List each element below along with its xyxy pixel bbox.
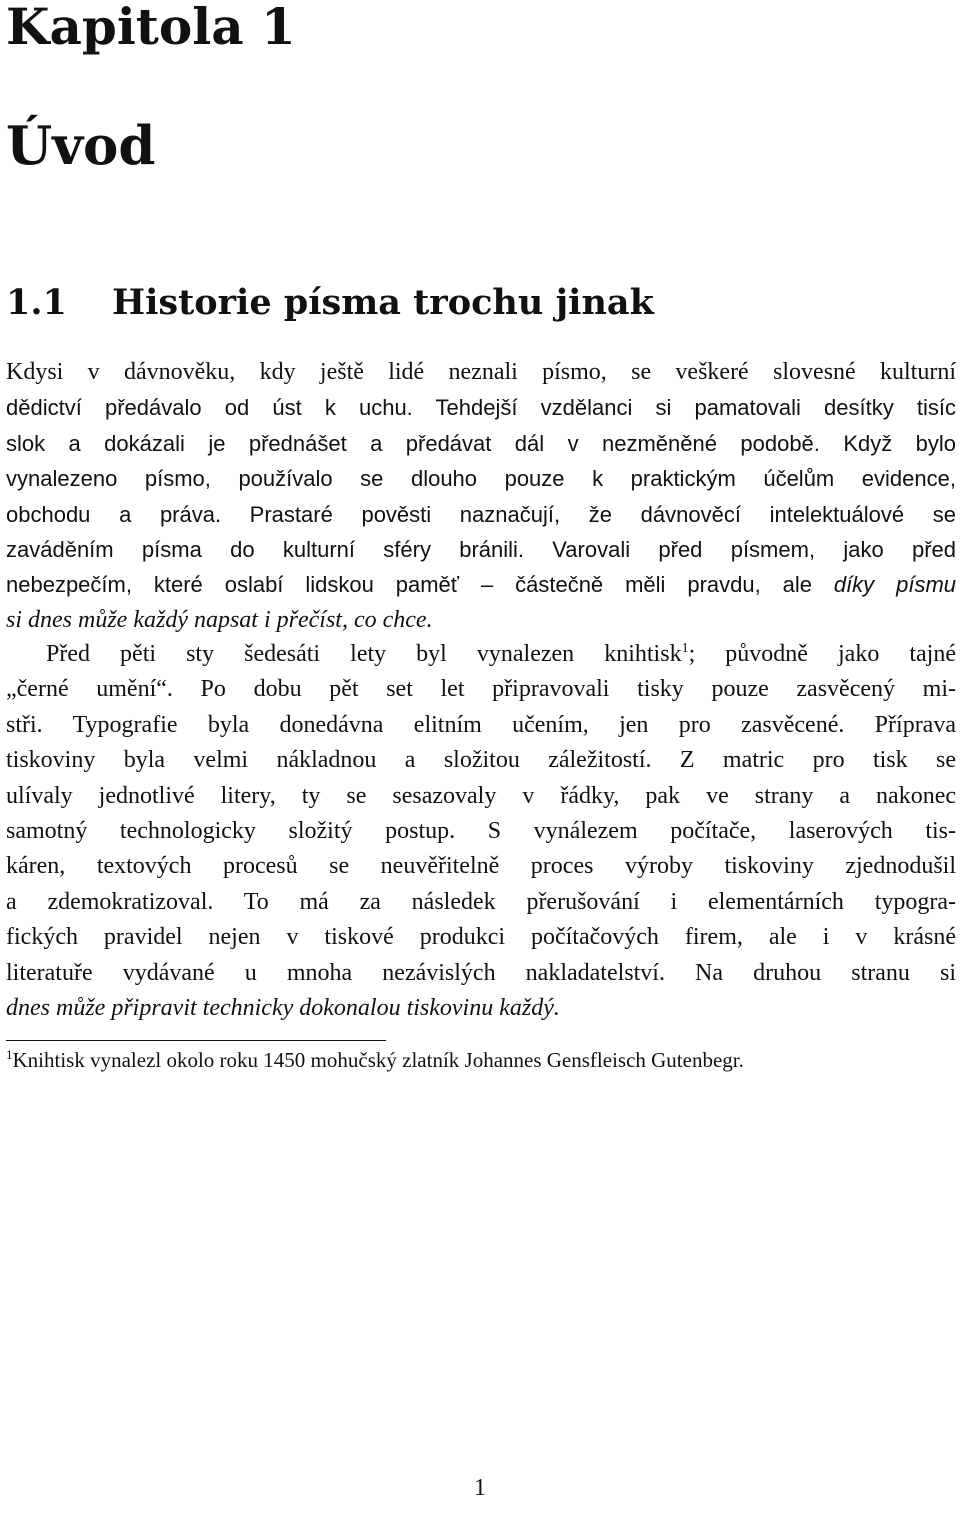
text-line: fických pravidel nejen v tiskové produkci počítačových firem, ale i v krásné [6,924,956,951]
text-run: Prastaré pověsti naznačují, že dávnověcí intelektuálové se [249,501,957,527]
text-line [6,567,956,602]
section-number: 1.1 [6,282,67,323]
text-line [6,637,956,672]
section-heading [6,281,654,325]
text-run: ; původně jako tajné [688,641,956,667]
text-line [6,461,956,496]
text-line: Kdysi v dávnověku, kdy ještě lidé neznali písmo, se veškeré slovesné kulturní [6,359,956,385]
paragraph-2 [6,637,956,1026]
text-line: ulívaly jednotlivé litery, ty se sesazovaly v řádky, pak ve strany a nakonec [6,782,956,809]
text-line: „černé umění“. Po dobu pět set let připravovali tisky pouze zasvěcený mi- [6,676,956,703]
text-line: tiskoviny byla velmi nákladnou a složitou záležitostí. Z matric pro tisk se [6,747,956,774]
text-line: literatuře vydávané u mnoha nezávislých nakladatelství. Na druhou stranu si [6,959,956,986]
text-line: káren, textových procesů se neuvěřitelně proces výroby tiskoviny zjednodušil [6,853,956,880]
text-run: Varovali před písmem, jako před [552,536,957,562]
footnote [6,1045,956,1075]
footnote-mark: 1 [6,1047,13,1062]
text-line: a zdemokratizoval. To má za následek přerušování i elementárních typogra- [6,888,956,915]
text-line [6,532,956,567]
text-line [6,991,956,1026]
chapter-title: Úvod [6,115,156,177]
text-run: slok a dokázali je přednášet a předávat dál v nezměněné podobě. Když bylo [6,430,956,456]
text-line [6,390,956,425]
chapter-label: Kapitola 1 [6,0,296,56]
text-run: dědictví předávalo od úst k uchu. Tehdejší vzdělanci si pamatovali desítky tisíc [6,395,956,421]
text-line [6,603,956,638]
footnote-divider [6,1040,386,1041]
footnote-text: Knihtisk vynalezl okolo roku 1450 mohučský zlatník Johannes Gensfleisch Gutenbegr. [12,1048,744,1072]
footnote-reference: 1 [681,641,689,656]
text-run: vynalezeno písmo, používalo se dlouho pouze k praktickým účelům evidence, [6,466,956,492]
text-run: nebezpečím, které oslabí lidskou paměť – částečně měli pravdu, ale [6,572,813,598]
text-run: obchodu a práva. [6,501,222,527]
text-line [6,497,956,532]
text-run: Před pěti sty šedesáti lety byl vynalezen knihtisk [46,641,682,667]
text-line: samotný technologicky složitý postup. S vynálezem počítače, laserových tis- [6,817,956,844]
emphasis-text: díky písmu [833,572,957,598]
emphasis-text: si dnes může každý napsat i přečíst, co chce. [6,606,433,633]
paragraph-1 [6,355,956,638]
section-title: Historie písma trochu jinak [112,282,654,323]
text-run: zaváděním písma do kulturní sféry bránili. [6,536,525,562]
emphasis-text: dnes může připravit technicky dokonalou tiskovinu každý. [6,994,560,1021]
text-line [6,426,956,461]
page-number: 1 [474,1475,486,1501]
text-line: stři. Typografie byla donedávna elitním učením, jen pro zasvěcené. Příprava [6,711,956,738]
